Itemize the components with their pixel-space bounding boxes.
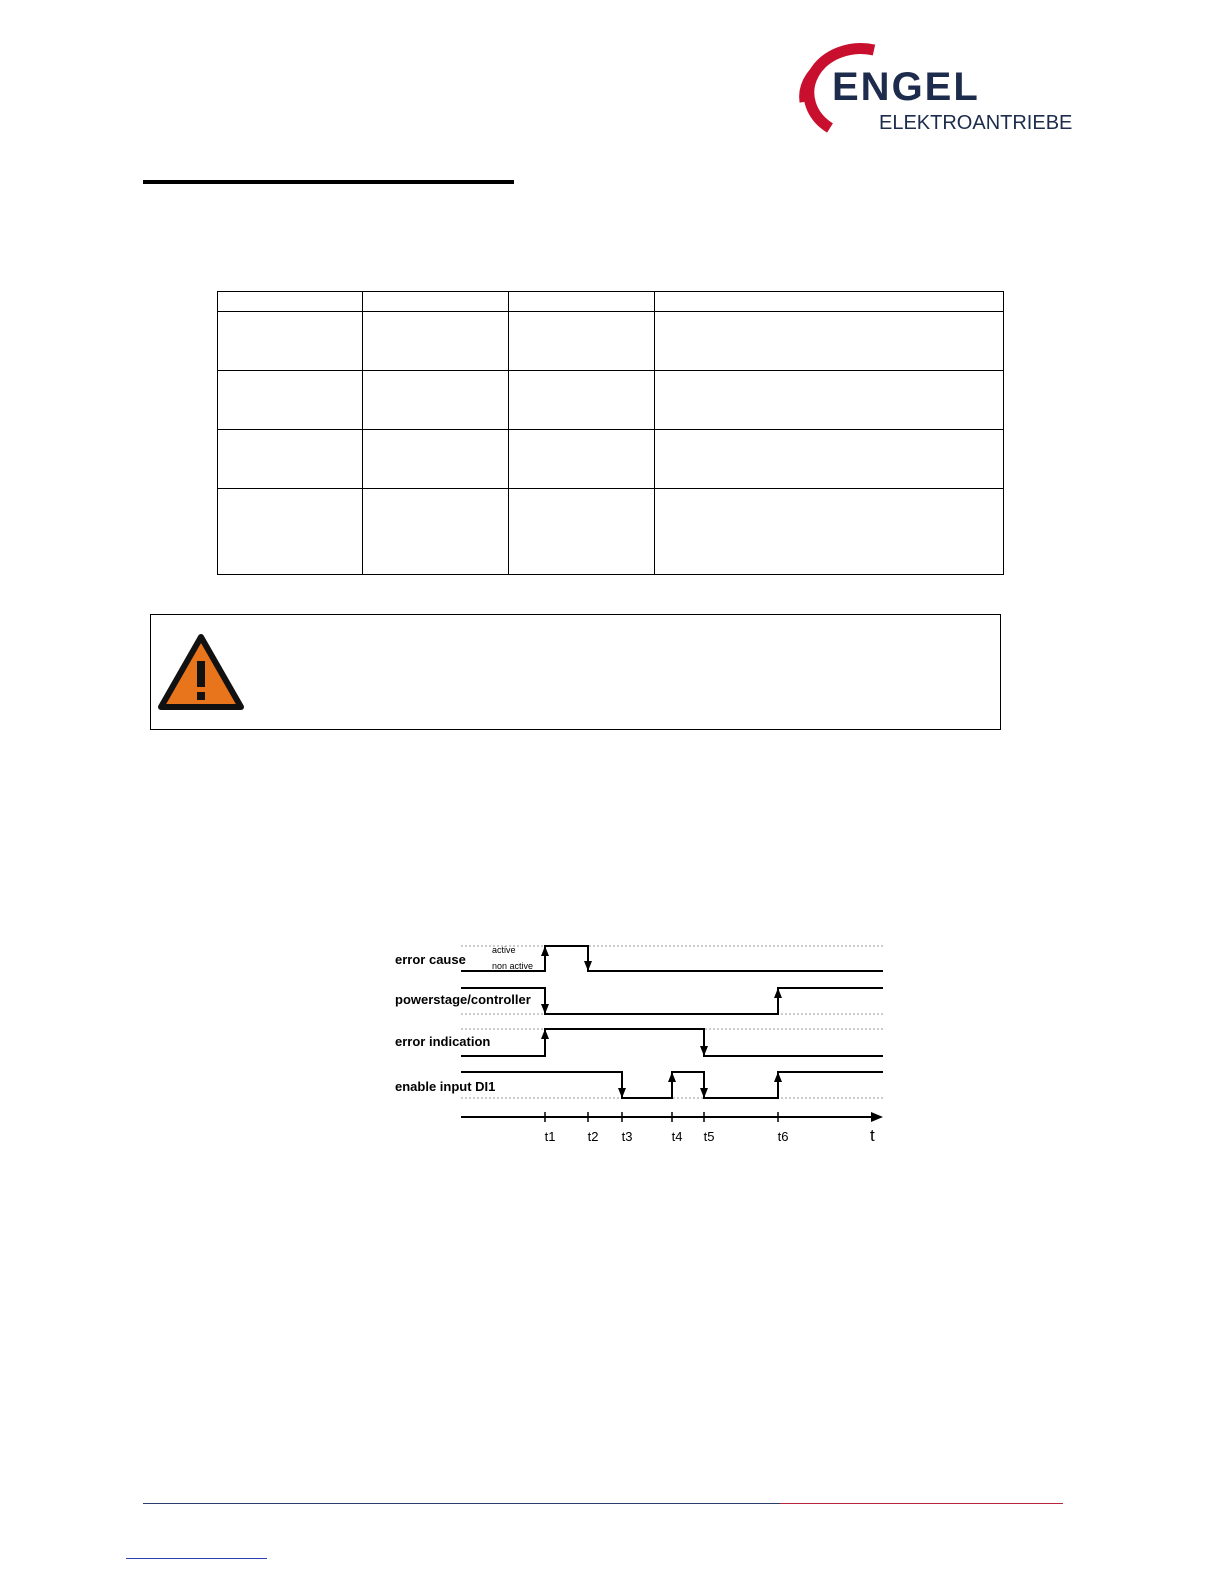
table-cell [363,312,509,371]
time-axis-label: t [870,1126,875,1145]
engel-logo-graphic [782,40,1072,136]
table-row [218,371,1004,430]
time-tick-label: t4 [671,1129,683,1144]
warning-box [150,614,1001,730]
time-tick-label: t6 [777,1129,789,1144]
table-row [218,430,1004,489]
data-table [217,291,1004,575]
signal-label: powerstage/controller [395,992,531,1007]
table-cell [218,430,363,489]
time-tick-label: t1 [544,1129,556,1144]
footer-link-underline [126,1558,267,1559]
signal-label: error cause [395,952,466,967]
signal-label: enable input DI1 [395,1079,496,1094]
state-label-non-active: non active [492,961,534,971]
table-header-cell [655,292,1004,312]
footer-rule-right [780,1503,1063,1504]
svg-text:ELEKTROANTRIEBE: ELEKTROANTRIEBE [879,112,1072,134]
table-cell [655,430,1004,489]
signal-label: error indication [395,1034,491,1049]
svg-text:ENGEL: ENGEL [832,65,980,109]
table-header-row [218,292,1004,312]
signal-waveform [461,1029,883,1056]
time-tick-label: t2 [587,1129,599,1144]
table-header-cell [363,292,509,312]
time-tick-label: t3 [621,1129,633,1144]
table-row [218,489,1004,575]
signal-waveform [461,1072,883,1098]
table-cell [655,371,1004,430]
table-header-cell [509,292,655,312]
table-cell [655,489,1004,575]
time-axis-arrow [871,1112,883,1122]
table-header-cell [218,292,363,312]
engel-logo [782,40,1072,136]
table-cell [509,430,655,489]
table-cell [655,312,1004,371]
section-heading-underline [143,180,514,184]
table-cell [363,371,509,430]
table-row [218,312,1004,371]
footer-rule-left [143,1503,780,1504]
table-cell [509,489,655,575]
table-cell [363,489,509,575]
state-label-active: active [492,945,516,955]
timing-diagram [388,938,888,1148]
table-cell [218,312,363,371]
table-cell [218,371,363,430]
warning-triangle-icon [157,633,245,713]
time-tick-label: t5 [703,1129,715,1144]
table-cell [218,489,363,575]
table-cell [363,430,509,489]
table-cell [509,371,655,430]
table-cell [509,312,655,371]
timing-diagram-svg [388,938,888,1148]
